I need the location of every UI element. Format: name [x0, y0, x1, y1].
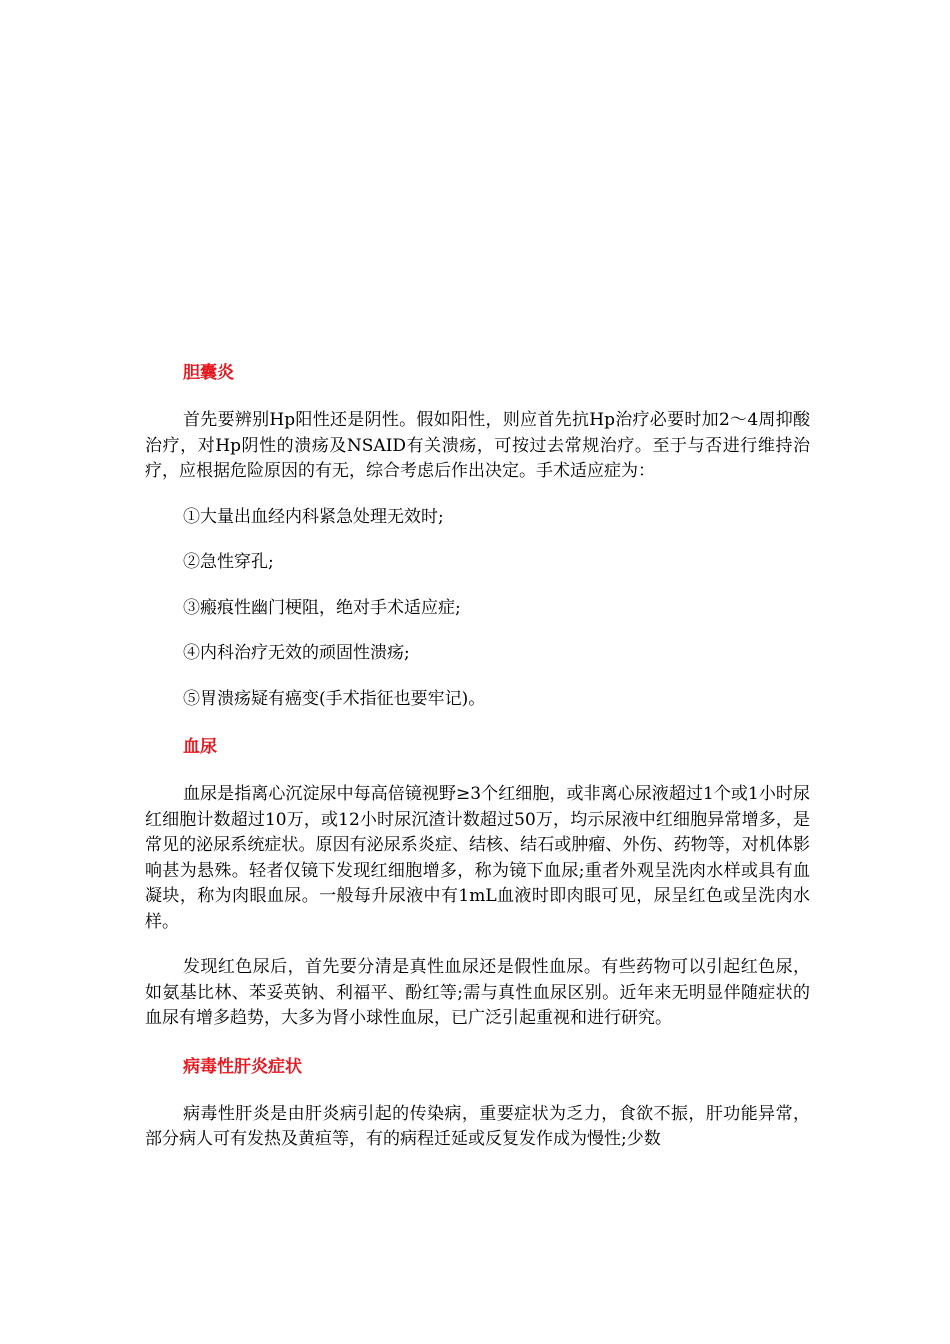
section-heading-cholecystitis: 胆囊炎	[183, 363, 234, 383]
list-item: ⑤胃溃疡疑有癌变(手术指征也要牢记)。	[183, 688, 486, 709]
paragraph: 病毒性肝炎是由肝炎病引起的传染病，重要症状为乏力，食欲不振，肝功能异常，部分病人可有发热及黄疸等，有的病程迁延或反复发作成为慢性;少数	[145, 1103, 810, 1149]
list-item: ③瘢痕性幽门梗阻，绝对手术适应症;	[183, 597, 461, 618]
list-item: ①大量出血经内科紧急处理无效时;	[183, 506, 444, 527]
section-heading-viral-hepatitis: 病毒性肝炎症状	[183, 1056, 302, 1077]
paragraph: 血尿是指离心沉淀尿中每高倍镜视野≥3个红细胞，或非离心尿液超过1个或1小时尿红细胞计数超过10万，或12小时尿沉渣计数超过50万，均示尿液中红细胞异常增多，是常见的泌尿系统症状。原因有泌尿系炎症、结核、结石或肿瘤、外伤、药物等，对机体影响甚为悬殊。轻者仅镜下发现红细胞增多，称为镜下血尿;重者外观呈洗肉水样或具有血凝块，称为肉眼血尿。一般每升尿液中有1mL血液时即肉眼可见，尿呈红色或呈洗肉水样。	[145, 784, 810, 932]
list-item: ②急性穿孔;	[183, 552, 274, 572]
list-item: ④内科治疗无效的顽固性溃疡;	[183, 643, 410, 663]
section-heading-hematuria: 血尿	[183, 737, 217, 757]
paragraph: 首先要辨别Hp阳性还是阴性。假如阳性，则应首先抗Hp治疗必要时加2～4周抑酸治疗，对Hp阴性的溃疡及NSAID有关溃疡，可按过去常规治疗。至于与否进行维持治疗，应根据危险原因的有无，综合考虑后作出决定。手术适应症为：	[145, 410, 810, 481]
paragraph: 发现红色尿后，首先要分清是真性血尿还是假性血尿。有些药物可以引起红色尿，如氨基比林、苯妥英钠、利福平、酚红等;需与真性血尿区别。近年来无明显伴随症状的血尿有增多趋势，大多为肾小球性血尿，已广泛引起重视和进行研究。	[145, 957, 810, 1028]
document-content	[145, 360, 810, 1153]
